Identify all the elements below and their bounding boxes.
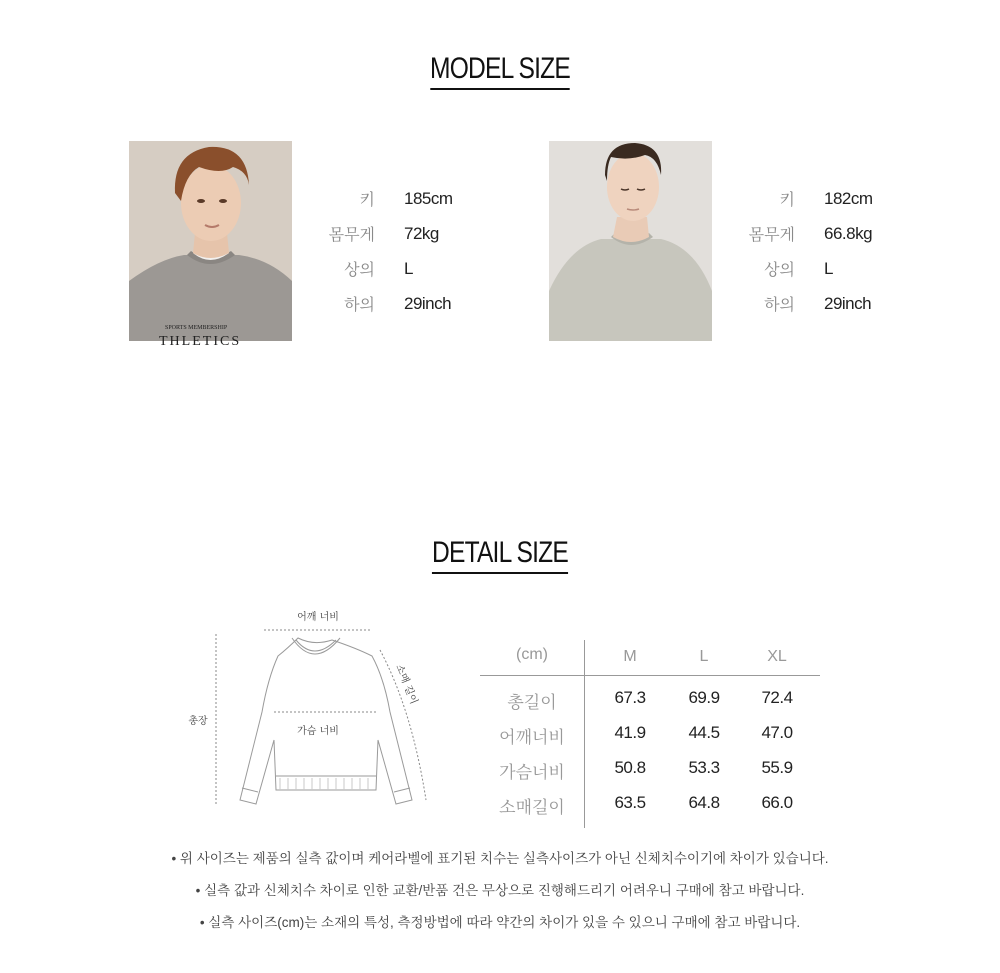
spec-value: 182cm — [824, 188, 873, 208]
sweater-outline — [240, 638, 412, 804]
spec-label: 몸무게 — [748, 227, 795, 244]
svg-text:THLETICS: THLETICS — [159, 334, 242, 349]
cell-value: 69.9 — [688, 688, 720, 707]
size-table — [480, 640, 820, 830]
table-row — [480, 750, 820, 785]
row-label: 총길이 — [507, 693, 557, 712]
length-label: 총장 — [188, 716, 208, 727]
size-note-2: • 실측 값과 신체치수 차이로 인한 교환/반품 건은 무상으로 진행해드리기 어려우니 구매에 참고 바랍니다. — [195, 883, 805, 898]
spec-value: 29inch — [824, 293, 872, 313]
spec-label: 상의 — [344, 262, 375, 279]
detail-size-title: DETAIL SIZE — [90, 536, 910, 574]
spec-row-top — [300, 251, 500, 286]
cell-value: 64.8 — [688, 793, 720, 812]
cell-value: 55.9 — [761, 758, 793, 777]
spec-value: L — [824, 258, 833, 278]
spec-row-bottom — [300, 286, 500, 321]
spec-row-weight — [720, 216, 920, 251]
table-row — [480, 680, 820, 715]
model-2-illustration — [549, 141, 712, 341]
sleeve-label: 소매 길이 — [393, 663, 420, 706]
spec-label: 몸무게 — [328, 227, 375, 244]
spec-value: 29inch — [404, 293, 452, 313]
spec-value: 72kg — [404, 223, 439, 243]
model-photo-2 — [549, 141, 712, 341]
cell-value: 67.3 — [614, 688, 646, 707]
cell-value: 53.3 — [688, 758, 720, 777]
chest-label: 가슴 너비 — [297, 726, 339, 737]
model-1-specs — [300, 181, 500, 321]
cell-value: 66.0 — [761, 793, 793, 812]
spec-value: 185cm — [404, 188, 453, 208]
size-header-l: L — [699, 648, 709, 665]
unit-label: (cm) — [516, 646, 548, 663]
row-label: 어깨너비 — [499, 728, 565, 747]
size-note-3: • 실측 사이즈(cm)는 소재의 특성, 측정방법에 따라 약간의 차이가 있을 수 있으니 구매에 참고 바랍니다. — [199, 915, 801, 930]
spec-label: 하의 — [344, 297, 375, 314]
size-note-1: • 위 사이즈는 제품의 실측 값이며 케어라벨에 표기된 치수는 실측사이즈가 아닌 신체치수이기에 차이가 있습니다. — [171, 851, 829, 866]
cell-value: 72.4 — [761, 688, 793, 707]
table-row — [480, 785, 820, 820]
model-1-illustration — [129, 141, 292, 349]
row-label: 가슴너비 — [499, 763, 565, 782]
spec-label: 키 — [779, 192, 795, 209]
cell-value: 44.5 — [688, 723, 720, 742]
model-size-title: MODEL SIZE — [90, 52, 910, 90]
table-header — [480, 640, 820, 676]
spec-label: 키 — [359, 192, 375, 209]
spec-row-height — [300, 181, 500, 216]
cell-value: 63.5 — [614, 793, 646, 812]
model-photo-1 — [129, 141, 292, 349]
spec-row-height — [720, 181, 920, 216]
cell-value: 41.9 — [614, 723, 646, 742]
svg-text:SPORTS MEMBERSHIP: SPORTS MEMBERSHIP — [165, 325, 228, 331]
row-label: 소매길이 — [499, 798, 565, 817]
spec-value: 66.8kg — [824, 223, 873, 243]
spec-row-bottom — [720, 286, 920, 321]
shoulder-label: 어깨 너비 — [297, 612, 339, 623]
size-header-xl: XL — [767, 648, 787, 665]
spec-row-weight — [300, 216, 500, 251]
spec-row-top — [720, 251, 920, 286]
size-header-m: M — [623, 648, 637, 665]
spec-label: 하의 — [764, 297, 795, 314]
table-row — [480, 715, 820, 750]
spec-label: 상의 — [764, 262, 795, 279]
cell-value: 50.8 — [614, 758, 646, 777]
cell-value: 47.0 — [761, 723, 793, 742]
sweater-measurement-diagram — [180, 600, 440, 835]
model-2-specs — [720, 181, 920, 321]
spec-value: L — [404, 258, 413, 278]
